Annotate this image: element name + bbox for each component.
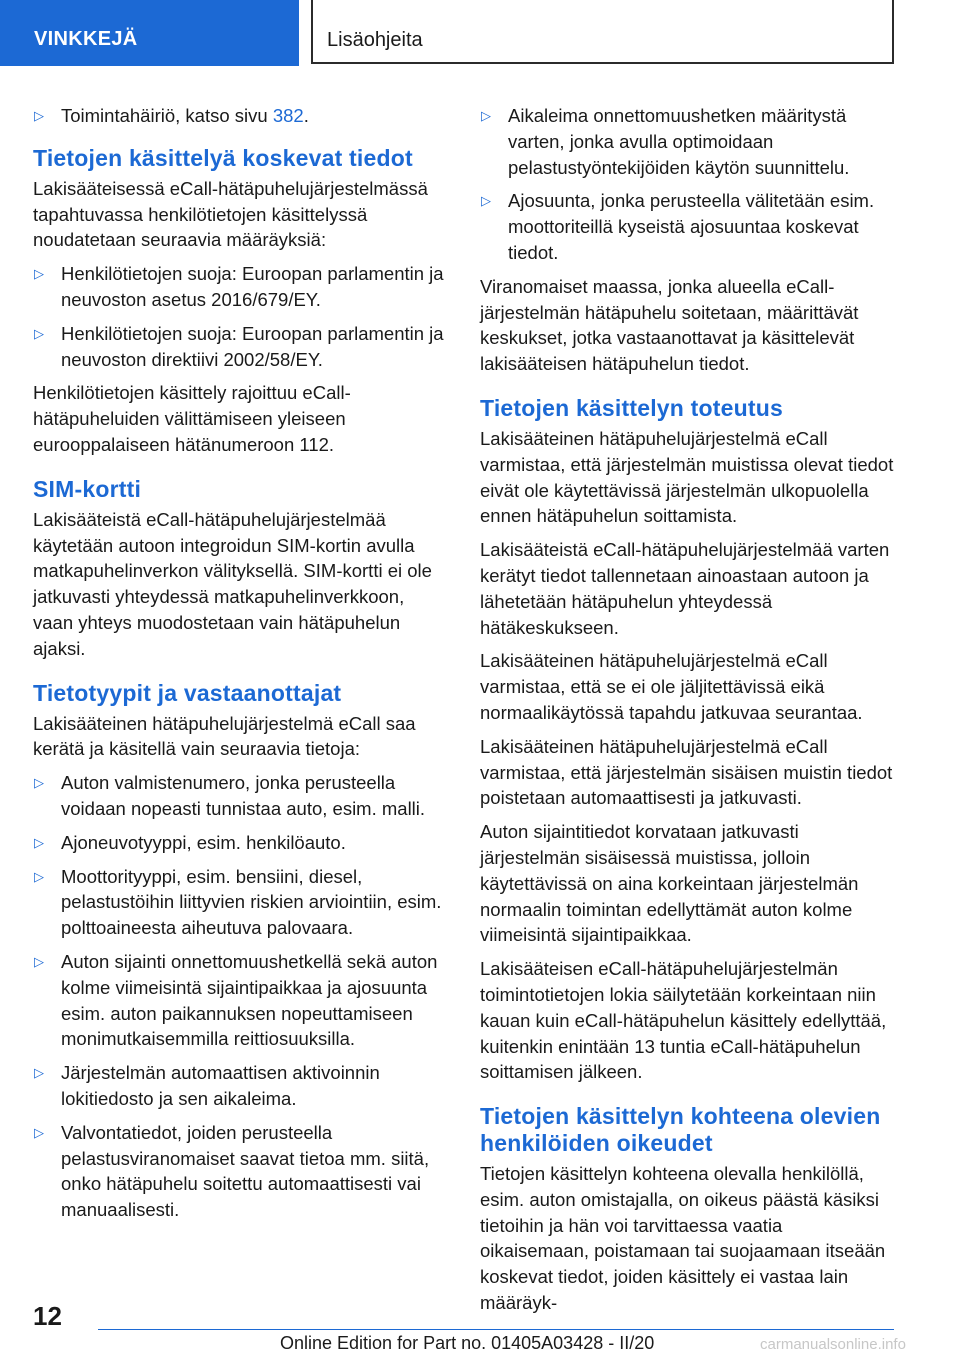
- paragraph: Lakisääteinen hätäpuhelujärjestelmä eCall varmistaa, että se ei ole jäljitettävissä eikä normaalikäytössä tapahdu jatkuvaa seurantaa.: [480, 650, 863, 723]
- watermark: carmanualsonline.info: [760, 1336, 906, 1353]
- list-item: ▷ Ajoneuvotyyppi, esim. henkilöauto.: [33, 830, 449, 856]
- right-column: [480, 103, 896, 1324]
- paragraph: Auton sijaintitiedot korvataan jatkuvasti järjestelmän sisäisessä muistissa, jolloin käytettävissä on aina korkeintaan järjestelmän normaalin toimintan edellyttämät auton kolme viimeisintä sijaintipaikkaa.: [480, 821, 859, 946]
- triangle-bullet-icon: ▷: [34, 868, 44, 884]
- paragraph: Viranomaiset maassa, jonka alueella eCall-järjestelmän hätäpuhelu soitetaan, määrittävät keskukset, jotka vastaanottavat ja käsittelevät lakisääteisen hätäpuhelun tiedot.: [480, 275, 859, 375]
- bullet-list: [33, 103, 449, 129]
- paragraph: Lakisääteinen hätäpuhelujärjestelmä eCall varmistaa, että järjestelmän muistissa olevat tiedot eivät ole käytettävissä järjestelmän ulkopuolella ennen hätäpuhelun soittamista.: [480, 427, 894, 527]
- bullet-list: [480, 103, 896, 266]
- paragraph: Tietojen käsittelyn kohteena olevalla henkilöllä, esim. auton omistajalla, on oikeus päästä käsiksi tietoihin ja hän voi tarvittaessa vaatia oikaisemaan, poistamaan tai suojaamaan itseään koskevat tiedot, joiden käsittely ei vastaa lain määräyk-: [480, 1163, 886, 1314]
- page-number: 12: [33, 1301, 62, 1331]
- bullet-list: [33, 261, 449, 372]
- subsection-tab-label: Lisäohjeita: [327, 29, 423, 51]
- paragraph: Lakisääteistä eCall-hätäpuhelujärjestelmää varten kerätyt tiedot tallennetaan ainoastaan autoon ja lähetetään hätäpuhelun yhteydessä hätäkeskukseen.: [480, 539, 890, 638]
- triangle-bullet-icon: ▷: [34, 108, 44, 123]
- list-item: ▷ Henkilötietojen suoja: Euroopan parlamentin ja neuvoston direktiivi 2002/58/EY.: [34, 322, 444, 370]
- section-heading: Tietojen käsittelyä koskevat tiedot: [33, 144, 413, 171]
- page-link[interactable]: 382: [272, 105, 304, 126]
- section-heading: SIM-kortti: [33, 475, 142, 502]
- triangle-bullet-icon: ▷: [34, 325, 44, 341]
- list-item: ▷ Aikaleima onnettomuushetken määritystä varten, jonka avulla optimoidaan pelastustyöntekijöiden käytön suunnittelu.: [481, 105, 850, 178]
- edition-text: Online Edition for Part no. 01405A03428 - II/20: [280, 1333, 655, 1353]
- page-header: [0, 0, 960, 68]
- list-item: ▷ Henkilötietojen suoja: Euroopan parlamentin ja neuvoston asetus 2016/679/EY.: [34, 263, 444, 310]
- list-item: ▷ Ajosuunta, jonka perusteella välitetään esim. moottoriteillä kyseistä ajosuuntaa koskevat tiedot.: [481, 190, 875, 263]
- list-item: ▷ Auton valmistenumero, jonka perusteella voidaan nopeasti tunnistaa auto, esim. malli.: [34, 772, 426, 819]
- bullet-list: [33, 770, 449, 1223]
- left-column: [33, 103, 449, 1231]
- paragraph: Lakisääteinen hätäpuhelujärjestelmä eCall saa kerätä ja käsitellä vain seuraavia tietoja:: [33, 712, 416, 760]
- paragraph: Lakisääteistä eCall-hätäpuhelujärjestelmää käytetään autoon integroidun SIM-kortin avulla matkapuhelinverkon välityksellä. SIM-kortti ei ole jatkuvasti yhteydessä matkapuhelinverkkoon, vaan yhteys muodostetaan vain hätäpuhelun ajaksi.: [33, 508, 432, 659]
- paragraph: Henkilötietojen käsittely rajoittuu eCall-hätäpuheluiden välittämiseen yleiseen eurooppalaiseen hätänumeroon 112.: [33, 382, 351, 455]
- list-item: ▷ Auton sijainti onnettomuushetkellä sekä auton kolme viimeisintä sijaintipaikkaa ja ajosuunta esim. auton paikannuksen nopeuttamiseen monimutkaisemmilla reittiosuuksilla.: [34, 950, 438, 1050]
- triangle-bullet-icon: ▷: [34, 953, 44, 969]
- footer-divider: [98, 1329, 894, 1330]
- triangle-bullet-icon: ▷: [34, 1065, 44, 1081]
- list-item: ▷ Järjestelmän automaattisen aktivoinnin lokitiedosto ja sen aikaleima.: [34, 1062, 380, 1109]
- section-heading: Tietojen käsittelyn toteutus: [480, 394, 783, 421]
- section-heading: Tietotyypit ja vastaanottajat: [33, 679, 342, 706]
- section-tab-label: VINKKEJÄ: [34, 28, 138, 50]
- section-tab[interactable]: [0, 0, 299, 66]
- list-item: ▷ Toimintahäiriö, katso sivu 382.: [33, 103, 449, 129]
- list-item: ▷ Moottorityyppi, esim. bensiini, diesel, pelastustöihin liittyvien riskien arviointiin, esim. polttoaineesta aiheutuva palovaara.: [34, 865, 442, 939]
- paragraph: Lakisääteisessä eCall-hätäpuhelujärjestelmässä tapahtuvassa henkilötietojen käsittelyssä noudatetaan seuraavia määräyksiä:: [33, 177, 428, 251]
- list-item: ▷ Valvontatiedot, joiden perusteella pelastusviranomaiset saavat tietoa mm. siitä, onko hätäpuhelu soitettu automaattisesti vai manuaalisesti.: [34, 1121, 430, 1221]
- section-heading: Tietojen käsittelyn kohteena olevien henkilöiden oikeudet: [480, 1103, 881, 1157]
- triangle-bullet-icon: ▷: [34, 1124, 44, 1140]
- triangle-bullet-icon: ▷: [34, 266, 44, 282]
- triangle-bullet-icon: ▷: [34, 775, 44, 791]
- triangle-bullet-icon: ▷: [481, 108, 491, 123]
- paragraph: Lakisääteinen hätäpuhelujärjestelmä eCall varmistaa, että järjestelmän sisäisen muistin tiedot poistetaan automaattisesti ja jatkuvasti.: [480, 735, 893, 809]
- paragraph: Lakisääteisen eCall-hätäpuhelujärjestelmän toimintotietojen lokia säilytetään korkeintaan niin kauan kuin eCall-hätäpuhelun käsittely edellyttää, kuitenkin enintään 13 tuntia eCall-hätäpuhelun soittamisen jälkeen.: [480, 958, 887, 1083]
- triangle-bullet-icon: ▷: [34, 834, 44, 850]
- subsection-tab: [311, 0, 894, 64]
- triangle-bullet-icon: ▷: [481, 193, 491, 209]
